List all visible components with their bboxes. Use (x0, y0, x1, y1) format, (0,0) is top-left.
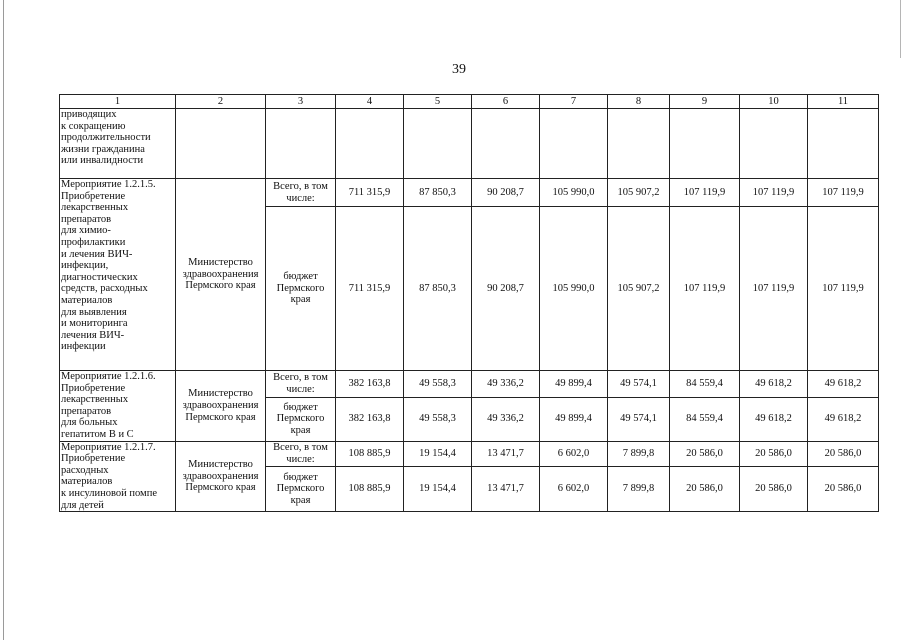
value-cell: 105 907,2 (608, 179, 670, 207)
value-cell: 84 559,4 (670, 397, 740, 441)
value-cell: 105 990,0 (540, 207, 608, 371)
value-cell: 20 586,0 (670, 467, 740, 512)
measure-total-row (60, 179, 879, 207)
header-cell: 11 (808, 95, 879, 109)
value-cell: 49 618,2 (808, 371, 879, 398)
value-cell: 49 558,3 (404, 397, 472, 441)
value-cell: 7 899,8 (608, 467, 670, 512)
value-cell: 107 119,9 (670, 179, 740, 207)
empty-cell (472, 109, 540, 179)
value-cell: 6 602,0 (540, 467, 608, 512)
empty-cell (404, 109, 472, 179)
header-cell: 1 (60, 95, 176, 109)
value-cell: 19 154,4 (404, 441, 472, 467)
header-cell: 6 (472, 95, 540, 109)
value-cell: 6 602,0 (540, 441, 608, 467)
value-cell: 49 558,3 (404, 371, 472, 398)
value-cell: 84 559,4 (670, 371, 740, 398)
value-cell: 105 907,2 (608, 207, 670, 371)
empty-cell (176, 109, 266, 179)
empty-cell (808, 109, 879, 179)
funding-source: Всего, в том числе: (266, 179, 336, 207)
funding-source: бюджет Пермского края (266, 397, 336, 441)
measure-name: Мероприятие 1.2.1.7. Приобретение расходных материалов к инсулиновой помпе для детей (60, 441, 176, 512)
value-cell: 711 315,9 (336, 179, 404, 207)
funding-source: бюджет Пермского края (266, 207, 336, 371)
value-cell: 20 586,0 (670, 441, 740, 467)
scan-edge-right (900, 0, 901, 58)
value-cell: 108 885,9 (336, 441, 404, 467)
value-cell: 107 119,9 (740, 207, 808, 371)
empty-cell (740, 109, 808, 179)
value-cell: 49 899,4 (540, 371, 608, 398)
value-cell: 107 119,9 (740, 179, 808, 207)
value-cell: 49 618,2 (808, 397, 879, 441)
executor-cell: Министерство здравоохранения Пермского края (176, 179, 266, 371)
header-cell: 7 (540, 95, 608, 109)
value-cell: 19 154,4 (404, 467, 472, 512)
value-cell: 87 850,3 (404, 207, 472, 371)
measure-name: Мероприятие 1.2.1.6. Приобретение лекарственных препаратов для больных гепатитом В и С (60, 371, 176, 442)
measure-total-row (60, 441, 879, 467)
value-cell: 20 586,0 (808, 467, 879, 512)
value-cell: 711 315,9 (336, 207, 404, 371)
empty-cell (540, 109, 608, 179)
empty-cell (336, 109, 404, 179)
value-cell: 49 574,1 (608, 371, 670, 398)
header-cell: 5 (404, 95, 472, 109)
value-cell: 382 163,8 (336, 371, 404, 398)
empty-cell (670, 109, 740, 179)
value-cell: 105 990,0 (540, 179, 608, 207)
value-cell: 107 119,9 (808, 179, 879, 207)
page-number: 39 (452, 62, 466, 77)
continuation-row (60, 109, 879, 179)
value-cell: 49 574,1 (608, 397, 670, 441)
value-cell: 13 471,7 (472, 441, 540, 467)
header-cell: 10 (740, 95, 808, 109)
value-cell: 49 618,2 (740, 397, 808, 441)
value-cell: 20 586,0 (808, 441, 879, 467)
value-cell: 107 119,9 (670, 207, 740, 371)
value-cell: 90 208,7 (472, 207, 540, 371)
header-cell: 4 (336, 95, 404, 109)
value-cell: 13 471,7 (472, 467, 540, 512)
value-cell: 107 119,9 (808, 207, 879, 371)
value-cell: 20 586,0 (740, 441, 808, 467)
budget-table (59, 94, 879, 512)
empty-cell (608, 109, 670, 179)
value-cell: 49 618,2 (740, 371, 808, 398)
value-cell: 49 899,4 (540, 397, 608, 441)
scan-edge-left (3, 0, 4, 640)
funding-source: Всего, в том числе: (266, 371, 336, 398)
executor-cell: Министерство здравоохранения Пермского края (176, 371, 266, 442)
executor-cell: Министерство здравоохранения Пермского края (176, 441, 266, 512)
value-cell: 20 586,0 (740, 467, 808, 512)
continuation-text: приводящих к сокращению продолжительности жизни гражданина или инвалидности (60, 109, 176, 179)
value-cell: 90 208,7 (472, 179, 540, 207)
value-cell: 7 899,8 (608, 441, 670, 467)
header-cell: 8 (608, 95, 670, 109)
value-cell: 382 163,8 (336, 397, 404, 441)
funding-source: бюджет Пермского края (266, 467, 336, 512)
header-cell: 3 (266, 95, 336, 109)
value-cell: 49 336,2 (472, 397, 540, 441)
header-cell: 2 (176, 95, 266, 109)
funding-source: Всего, в том числе: (266, 441, 336, 467)
measure-total-row (60, 371, 879, 398)
header-cell: 9 (670, 95, 740, 109)
header-row (60, 95, 879, 109)
measure-name: Мероприятие 1.2.1.5. Приобретение лекарственных препаратов для химио- профилактики и лечения ВИЧ- инфекции, диагностических средств, расходных материалов для выявления и мониторинга лечения ВИЧ- инфекции (60, 179, 176, 371)
value-cell: 87 850,3 (404, 179, 472, 207)
empty-cell (266, 109, 336, 179)
value-cell: 108 885,9 (336, 467, 404, 512)
value-cell: 49 336,2 (472, 371, 540, 398)
